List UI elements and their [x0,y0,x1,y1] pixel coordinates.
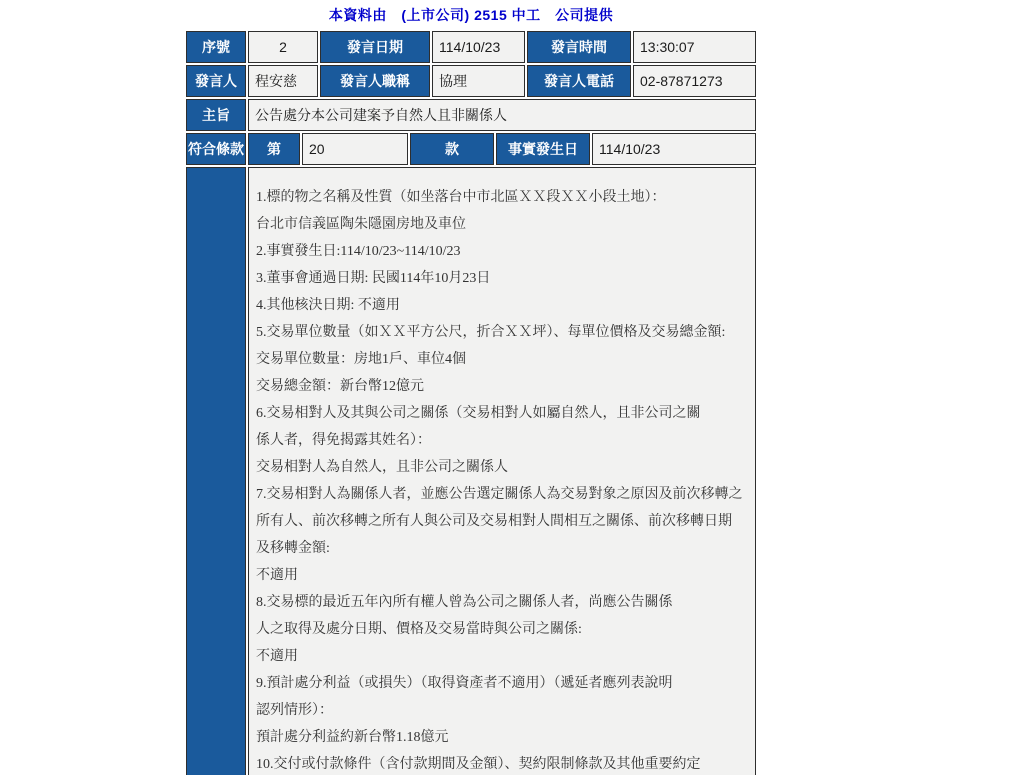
fact-date-label: 事實發生日 [496,133,590,165]
table-row-sequence [186,31,756,63]
speak-time-value: 13:30:07 [633,31,756,63]
article-label: 符合條款 [186,133,246,165]
description-line: 台北市信義區陶朱隱園房地及車位 [256,217,466,232]
announcement-table [186,31,756,775]
table-row-subject [186,99,756,131]
article-prefix-label: 第 [248,133,300,165]
table-row-article [186,133,756,165]
table-row-spokesperson [186,65,756,97]
description-line: 9.預計處分利益（或損失）（取得資產者不適用）（遞延者應列表說明 [256,676,673,691]
fact-date-value: 114/10/23 [592,133,756,165]
page-title: 本資料由 (上市公司) 2515 中工 公司提供 [328,7,614,23]
speak-time-label: 發言時間 [527,31,631,63]
description-line: 5.交易單位數量（如ＸＸ平方公尺，折合ＸＸ坪）、每單位價格及交易總金額: [256,325,726,340]
seq-value: 2 [248,31,318,63]
description-line: 3.董事會通過日期: 民國114年10月23日 [256,271,491,286]
description-line: 2.事實發生日:114/10/23~114/10/23 [256,244,461,259]
description-line: 交易單位數量：房地1戶、車位4個 [256,352,466,367]
article-suffix-label: 款 [410,133,494,165]
description-line: 交易總金額：新台幣12億元 [256,379,424,394]
speak-date-label: 發言日期 [320,31,430,63]
description-line: 不適用 [256,649,298,664]
spokesperson-value: 程安慈 [248,65,318,97]
spokesperson-phone-label: 發言人電話 [527,65,631,97]
description-line: 4.其他核決日期: 不適用 [256,298,400,313]
speak-date-value: 114/10/23 [432,31,525,63]
description-line: 7.交易相對人為關係人者，並應公告選定關係人為交易對象之原因及前次移轉之 [256,487,743,502]
description-line: 係人者，得免揭露其姓名）： [256,433,431,448]
spokesperson-label: 發言人 [186,65,246,97]
description-line: 不適用 [256,568,298,583]
table-row-description [186,167,756,775]
description-line: 10.交付或付款條件（含付款期間及金額）、契約限制條款及其他重要約定 [256,757,701,772]
spokesperson-title-value: 協理 [432,65,525,97]
subject-value: 公告處分本公司建案予自然人且非關係人 [248,99,756,131]
description-line: 1.標的物之名稱及性質（如坐落台中市北區ＸＸ段ＸＸ小段土地）： [256,190,666,205]
description-line: 6.交易相對人及其與公司之關係（交易相對人如屬自然人，且非公司之關 [256,406,701,421]
spokesperson-phone-value: 02-87871273 [633,65,756,97]
description-line: 人之取得及處分日期、價格及交易當時與公司之關係: [256,622,582,637]
subject-label: 主旨 [186,99,246,131]
description-line: 所有人、前次移轉之所有人與公司及交易相對人間相互之關係、前次移轉日期 [256,514,732,529]
description-line: 預計處分利益約新台幣1.18億元 [256,730,449,745]
description-line: 8.交易標的最近五年內所有權人曾為公司之關係人者，尚應公告關係 [256,595,673,610]
description-cell [248,167,756,775]
description-line: 交易相對人為自然人，且非公司之關係人 [256,460,508,475]
description-line: 認列情形）： [256,703,333,718]
article-number-value: 20 [302,133,408,165]
description-line: 及移轉金額: [256,541,330,556]
spokesperson-title-label: 發言人職稱 [320,65,430,97]
seq-label: 序號 [186,31,246,63]
description-side-cell [186,167,246,775]
